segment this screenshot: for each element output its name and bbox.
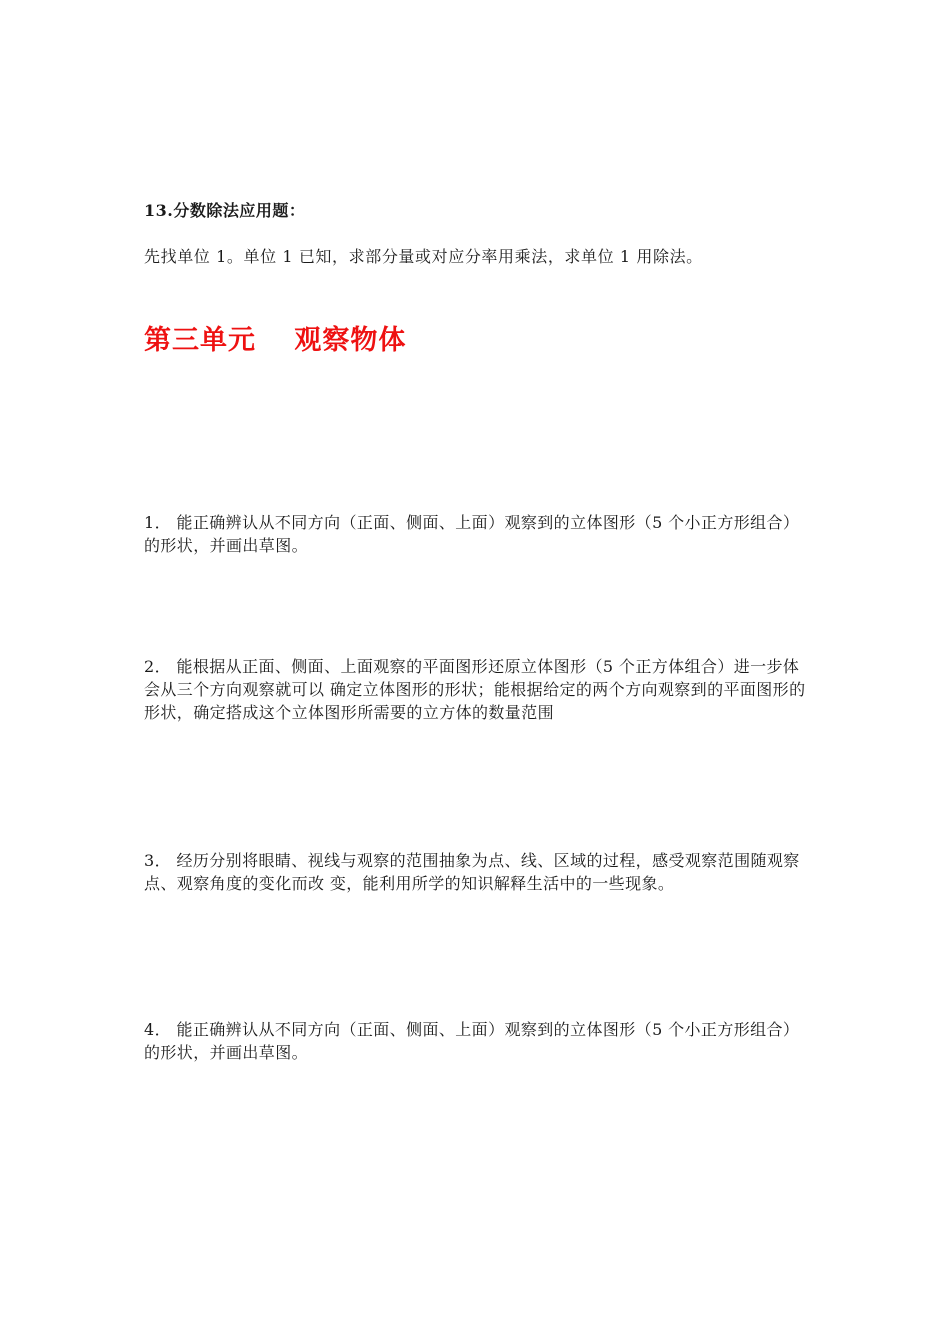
objective-paragraph-1: 1． 能正确辨认从不同方向（正面、侧面、上面）观察到的立体图形（5 个小正方形组合）的形状，并画出草图。 [144,513,800,555]
objective-paragraph-3: 3． 经历分别将眼睛、视线与观察的范围抽象为点、线、区域的过程，感受观察范围随观察点、观察角度的变化而改 变，能利用所学的知识解释生活中的一些现象。 [144,851,800,893]
unit-title: 第三单元 观察物体 [144,325,407,356]
section-body: 先找单位 1。单位 1 已知，求部分量或对应分率用乘法，求单位 1 用除法。 [144,247,703,266]
objective-paragraph-4: 4． 能正确辨认从不同方向（正面、侧面、上面）观察到的立体图形（5 个小正方形组合）的形状，并画出草图。 [144,1020,800,1062]
section-heading: 13.分数除法应用题： [144,201,306,220]
objective-paragraph-2: 2． 能根据从正面、侧面、上面观察的平面图形还原立体图形（5 个正方体组合）进一步体会从三个方向观察就可以 确定立体图形的形状；能根据给定的两个方向观察到的平面图形的形状，确定搭成这个立体图形所需要的立方体的数量范围 [144,657,806,722]
